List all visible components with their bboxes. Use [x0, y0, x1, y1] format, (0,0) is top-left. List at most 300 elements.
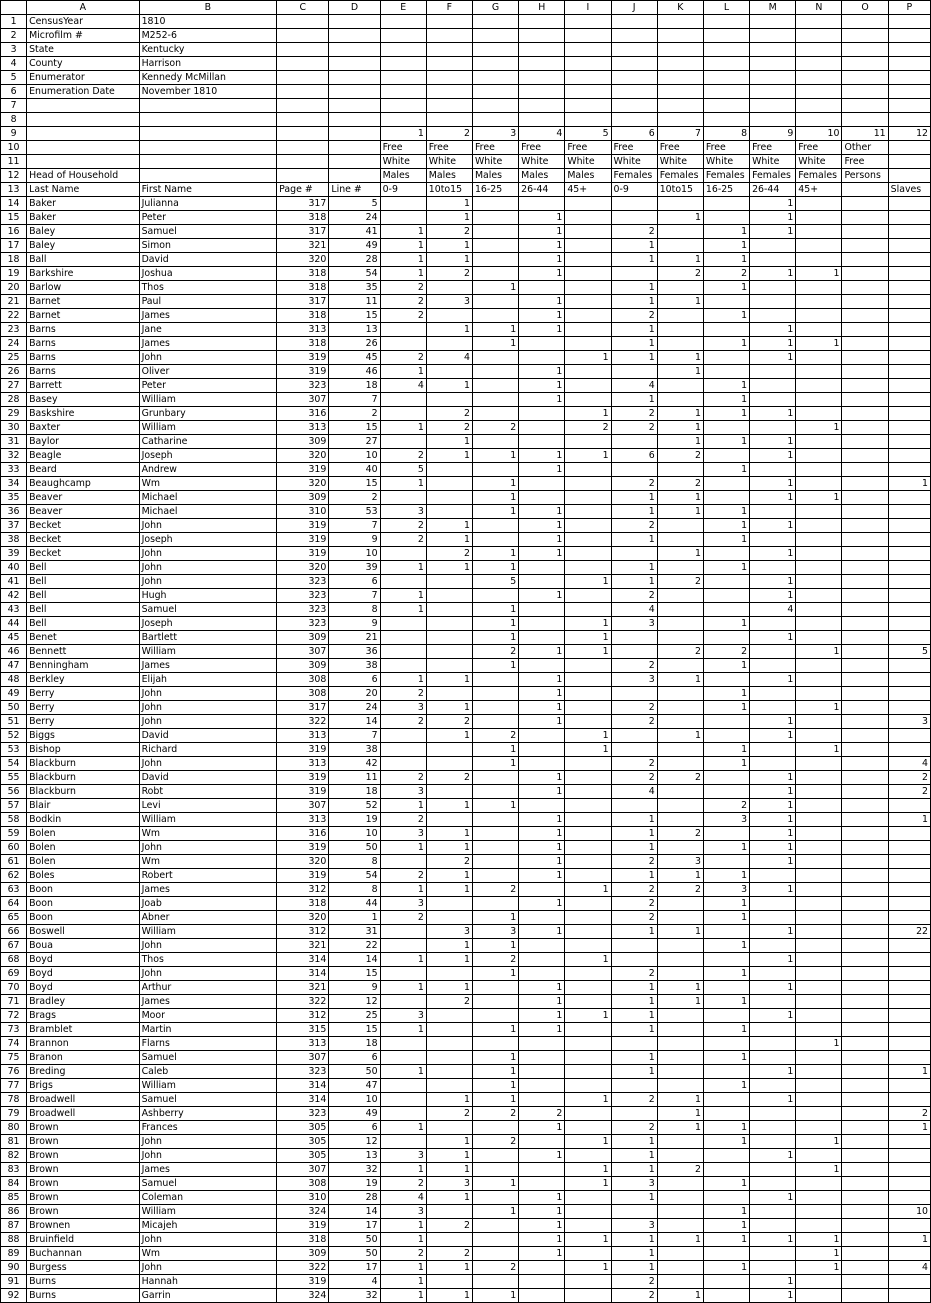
- cell-l[interactable]: [703, 15, 749, 29]
- cell-b[interactable]: Simon: [139, 239, 277, 253]
- cell-o[interactable]: [842, 631, 888, 645]
- cell-h[interactable]: [519, 631, 565, 645]
- cell-h[interactable]: 1: [519, 687, 565, 701]
- cell-n[interactable]: [796, 1205, 842, 1219]
- cell-d[interactable]: 19: [329, 813, 380, 827]
- cell-l[interactable]: 1: [703, 1261, 749, 1275]
- cell-e[interactable]: 1: [380, 673, 426, 687]
- cell-f[interactable]: [426, 1121, 472, 1135]
- cell-k[interactable]: 1: [657, 211, 703, 225]
- cell-b[interactable]: Garrin: [139, 1289, 277, 1303]
- cell-l[interactable]: [703, 855, 749, 869]
- cell-f[interactable]: [426, 743, 472, 757]
- cell-d[interactable]: 15: [329, 477, 380, 491]
- cell-b[interactable]: James: [139, 995, 277, 1009]
- cell-j[interactable]: [611, 687, 657, 701]
- cell-i[interactable]: [565, 267, 611, 281]
- cell-h[interactable]: 1: [519, 785, 565, 799]
- cell-o[interactable]: [842, 309, 888, 323]
- cell-g[interactable]: 1: [472, 603, 518, 617]
- cell-e[interactable]: 3: [380, 827, 426, 841]
- cell-i[interactable]: 1: [565, 883, 611, 897]
- cell-m[interactable]: [750, 85, 796, 99]
- cell-c[interactable]: 319: [277, 365, 329, 379]
- cell-l[interactable]: 1: [703, 393, 749, 407]
- cell-p[interactable]: [888, 799, 930, 813]
- cell-a[interactable]: Ball: [27, 253, 139, 267]
- cell-a[interactable]: Bell: [27, 589, 139, 603]
- cell-p[interactable]: [888, 897, 930, 911]
- cell-g[interactable]: [472, 267, 518, 281]
- cell-p[interactable]: [888, 267, 930, 281]
- cell-d[interactable]: 28: [329, 253, 380, 267]
- cell-e[interactable]: [380, 939, 426, 953]
- cell-e[interactable]: [380, 1107, 426, 1121]
- cell-l[interactable]: 1: [703, 967, 749, 981]
- cell-e[interactable]: [380, 407, 426, 421]
- cell-g[interactable]: [472, 309, 518, 323]
- cell-b[interactable]: Michael: [139, 505, 277, 519]
- cell-e[interactable]: [380, 1079, 426, 1093]
- cell-g[interactable]: 1: [472, 449, 518, 463]
- cell-p[interactable]: [888, 1093, 930, 1107]
- cell-c[interactable]: 323: [277, 379, 329, 393]
- cell-b[interactable]: John: [139, 547, 277, 561]
- cell-n[interactable]: [796, 351, 842, 365]
- cell-m[interactable]: 1: [750, 771, 796, 785]
- cell-k[interactable]: [657, 1051, 703, 1065]
- cell-l[interactable]: White: [703, 155, 749, 169]
- cell-b[interactable]: John: [139, 757, 277, 771]
- cell-n[interactable]: 1: [796, 421, 842, 435]
- cell-h[interactable]: 1: [519, 253, 565, 267]
- cell-j[interactable]: 1: [611, 1163, 657, 1177]
- cell-j[interactable]: [611, 43, 657, 57]
- cell-f[interactable]: 1: [426, 197, 472, 211]
- cell-d[interactable]: 15: [329, 421, 380, 435]
- column-header-i[interactable]: I: [565, 1, 611, 15]
- row-header[interactable]: 92: [1, 1289, 27, 1303]
- cell-m[interactable]: [750, 1037, 796, 1051]
- cell-p[interactable]: [888, 1079, 930, 1093]
- cell-n[interactable]: [796, 379, 842, 393]
- cell-p[interactable]: [888, 1163, 930, 1177]
- row-header[interactable]: 57: [1, 799, 27, 813]
- row-header[interactable]: 16: [1, 225, 27, 239]
- cell-i[interactable]: [565, 1121, 611, 1135]
- cell-i[interactable]: [565, 925, 611, 939]
- column-header-j[interactable]: J: [611, 1, 657, 15]
- row-header[interactable]: 43: [1, 603, 27, 617]
- cell-m[interactable]: 1: [750, 211, 796, 225]
- cell-d[interactable]: 17: [329, 1219, 380, 1233]
- row-header[interactable]: 14: [1, 197, 27, 211]
- cell-c[interactable]: 316: [277, 407, 329, 421]
- cell-m[interactable]: [750, 1247, 796, 1261]
- cell-d[interactable]: 14: [329, 715, 380, 729]
- row-header[interactable]: 88: [1, 1233, 27, 1247]
- cell-i[interactable]: [565, 1079, 611, 1093]
- cell-d[interactable]: 35: [329, 281, 380, 295]
- cell-c[interactable]: [277, 155, 329, 169]
- cell-l[interactable]: [703, 1163, 749, 1177]
- cell-a[interactable]: Burns: [27, 1275, 139, 1289]
- cell-j[interactable]: 2: [611, 883, 657, 897]
- cell-i[interactable]: [565, 71, 611, 85]
- cell-m[interactable]: [750, 505, 796, 519]
- cell-h[interactable]: 1: [519, 505, 565, 519]
- row-header[interactable]: 83: [1, 1163, 27, 1177]
- cell-m[interactable]: Free: [750, 141, 796, 155]
- cell-c[interactable]: 322: [277, 1261, 329, 1275]
- cell-m[interactable]: [750, 967, 796, 981]
- cell-m[interactable]: [750, 309, 796, 323]
- cell-a[interactable]: Baxter: [27, 421, 139, 435]
- cell-b[interactable]: Hugh: [139, 589, 277, 603]
- cell-a[interactable]: Baley: [27, 225, 139, 239]
- cell-k[interactable]: [657, 1037, 703, 1051]
- cell-i[interactable]: Free: [565, 141, 611, 155]
- cell-i[interactable]: [565, 253, 611, 267]
- cell-k[interactable]: [657, 939, 703, 953]
- cell-g[interactable]: White: [472, 155, 518, 169]
- row-header[interactable]: 28: [1, 393, 27, 407]
- cell-k[interactable]: 1: [657, 253, 703, 267]
- cell-i[interactable]: [565, 239, 611, 253]
- cell-k[interactable]: [657, 1065, 703, 1079]
- cell-b[interactable]: Wm: [139, 827, 277, 841]
- row-header[interactable]: 22: [1, 309, 27, 323]
- cell-i[interactable]: 1: [565, 1261, 611, 1275]
- cell-a[interactable]: Barnet: [27, 309, 139, 323]
- cell-k[interactable]: 3: [657, 855, 703, 869]
- cell-i[interactable]: [565, 603, 611, 617]
- cell-m[interactable]: [750, 1205, 796, 1219]
- cell-b[interactable]: Michael: [139, 491, 277, 505]
- cell-n[interactable]: [796, 449, 842, 463]
- cell-m[interactable]: [750, 659, 796, 673]
- cell-e[interactable]: 3: [380, 505, 426, 519]
- cell-g[interactable]: [472, 813, 518, 827]
- cell-b[interactable]: Joseph: [139, 617, 277, 631]
- cell-h[interactable]: 1: [519, 715, 565, 729]
- cell-i[interactable]: White: [565, 155, 611, 169]
- cell-o[interactable]: [842, 1121, 888, 1135]
- cell-a[interactable]: Brigs: [27, 1079, 139, 1093]
- cell-g[interactable]: [472, 1233, 518, 1247]
- cell-c[interactable]: 305: [277, 1121, 329, 1135]
- cell-p[interactable]: [888, 995, 930, 1009]
- cell-n[interactable]: [796, 603, 842, 617]
- cell-n[interactable]: [796, 631, 842, 645]
- cell-m[interactable]: 1: [750, 1191, 796, 1205]
- cell-j[interactable]: 2: [611, 477, 657, 491]
- cell-p[interactable]: [888, 225, 930, 239]
- cell-b[interactable]: Andrew: [139, 463, 277, 477]
- cell-d[interactable]: 21: [329, 631, 380, 645]
- cell-p[interactable]: [888, 323, 930, 337]
- cell-f[interactable]: 1: [426, 701, 472, 715]
- cell-k[interactable]: [657, 813, 703, 827]
- cell-m[interactable]: [750, 253, 796, 267]
- cell-a[interactable]: Basey: [27, 393, 139, 407]
- cell-a[interactable]: Enumeration Date: [27, 85, 139, 99]
- cell-n[interactable]: [796, 57, 842, 71]
- cell-m[interactable]: [750, 757, 796, 771]
- cell-b[interactable]: William: [139, 1205, 277, 1219]
- cell-h[interactable]: [519, 1261, 565, 1275]
- cell-g[interactable]: 1: [472, 617, 518, 631]
- cell-k[interactable]: 1: [657, 421, 703, 435]
- cell-i[interactable]: 1: [565, 1093, 611, 1107]
- cell-c[interactable]: 324: [277, 1289, 329, 1303]
- cell-i[interactable]: 2: [565, 421, 611, 435]
- cell-f[interactable]: [426, 99, 472, 113]
- cell-j[interactable]: [611, 631, 657, 645]
- cell-a[interactable]: Berry: [27, 701, 139, 715]
- cell-l[interactable]: [703, 85, 749, 99]
- row-header[interactable]: 77: [1, 1079, 27, 1093]
- cell-b[interactable]: John: [139, 575, 277, 589]
- cell-j[interactable]: 1: [611, 925, 657, 939]
- cell-p[interactable]: [888, 351, 930, 365]
- cell-l[interactable]: [703, 295, 749, 309]
- cell-p[interactable]: 2: [888, 771, 930, 785]
- cell-d[interactable]: 27: [329, 435, 380, 449]
- cell-o[interactable]: [842, 337, 888, 351]
- cell-g[interactable]: 2: [472, 1107, 518, 1121]
- cell-k[interactable]: [657, 911, 703, 925]
- cell-g[interactable]: 2: [472, 883, 518, 897]
- cell-n[interactable]: [796, 99, 842, 113]
- cell-h[interactable]: 1: [519, 547, 565, 561]
- cell-a[interactable]: State: [27, 43, 139, 57]
- cell-k[interactable]: [657, 1009, 703, 1023]
- cell-i[interactable]: 5: [565, 127, 611, 141]
- cell-m[interactable]: 1: [750, 351, 796, 365]
- cell-m[interactable]: 1: [750, 953, 796, 967]
- cell-a[interactable]: Boles: [27, 869, 139, 883]
- row-header[interactable]: 63: [1, 883, 27, 897]
- cell-m[interactable]: 1: [750, 477, 796, 491]
- cell-d[interactable]: 24: [329, 701, 380, 715]
- cell-i[interactable]: [565, 491, 611, 505]
- cell-f[interactable]: [426, 309, 472, 323]
- cell-j[interactable]: White: [611, 155, 657, 169]
- cell-g[interactable]: 1: [472, 505, 518, 519]
- cell-k[interactable]: [657, 463, 703, 477]
- cell-n[interactable]: [796, 323, 842, 337]
- cell-i[interactable]: [565, 813, 611, 827]
- cell-f[interactable]: 2: [426, 267, 472, 281]
- cell-j[interactable]: 2: [611, 771, 657, 785]
- cell-a[interactable]: Bolen: [27, 841, 139, 855]
- cell-f[interactable]: [426, 757, 472, 771]
- cell-o[interactable]: [842, 939, 888, 953]
- cell-f[interactable]: [426, 687, 472, 701]
- cell-a[interactable]: Blackburn: [27, 771, 139, 785]
- cell-b[interactable]: [139, 141, 277, 155]
- cell-l[interactable]: 1: [703, 1205, 749, 1219]
- cell-n[interactable]: [796, 295, 842, 309]
- row-header[interactable]: 53: [1, 743, 27, 757]
- row-header[interactable]: 49: [1, 687, 27, 701]
- cell-p[interactable]: [888, 253, 930, 267]
- cell-m[interactable]: 1: [750, 1065, 796, 1079]
- cell-i[interactable]: [565, 85, 611, 99]
- cell-n[interactable]: [796, 589, 842, 603]
- cell-h[interactable]: [519, 337, 565, 351]
- cell-h[interactable]: 1: [519, 897, 565, 911]
- cell-e[interactable]: 1: [380, 1121, 426, 1135]
- row-header[interactable]: 80: [1, 1121, 27, 1135]
- cell-m[interactable]: [750, 29, 796, 43]
- cell-b[interactable]: James: [139, 883, 277, 897]
- cell-b[interactable]: Robert: [139, 869, 277, 883]
- cell-c[interactable]: 323: [277, 589, 329, 603]
- cell-d[interactable]: 28: [329, 1191, 380, 1205]
- cell-e[interactable]: 2: [380, 911, 426, 925]
- cell-e[interactable]: 1: [380, 799, 426, 813]
- cell-f[interactable]: 1: [426, 253, 472, 267]
- cell-a[interactable]: Beaver: [27, 505, 139, 519]
- cell-k[interactable]: 2: [657, 771, 703, 785]
- cell-h[interactable]: [519, 939, 565, 953]
- cell-c[interactable]: 317: [277, 197, 329, 211]
- cell-b[interactable]: David: [139, 729, 277, 743]
- cell-p[interactable]: [888, 463, 930, 477]
- cell-e[interactable]: 3: [380, 1149, 426, 1163]
- cell-n[interactable]: [796, 575, 842, 589]
- cell-b[interactable]: James: [139, 309, 277, 323]
- cell-d[interactable]: 13: [329, 323, 380, 337]
- cell-g[interactable]: [472, 197, 518, 211]
- cell-b[interactable]: Hannah: [139, 1275, 277, 1289]
- cell-i[interactable]: [565, 211, 611, 225]
- cell-o[interactable]: [842, 1037, 888, 1051]
- cell-n[interactable]: [796, 85, 842, 99]
- cell-h[interactable]: 1: [519, 673, 565, 687]
- cell-f[interactable]: 4: [426, 351, 472, 365]
- cell-h[interactable]: 1: [519, 813, 565, 827]
- cell-o[interactable]: [842, 981, 888, 995]
- cell-i[interactable]: [565, 1149, 611, 1163]
- cell-o[interactable]: [842, 505, 888, 519]
- cell-o[interactable]: [842, 57, 888, 71]
- cell-d[interactable]: [329, 127, 380, 141]
- cell-p[interactable]: [888, 617, 930, 631]
- cell-p[interactable]: [888, 855, 930, 869]
- cell-o[interactable]: [842, 883, 888, 897]
- cell-f[interactable]: 1: [426, 1149, 472, 1163]
- cell-a[interactable]: Brown: [27, 1205, 139, 1219]
- cell-c[interactable]: 316: [277, 827, 329, 841]
- row-header[interactable]: 48: [1, 673, 27, 687]
- cell-h[interactable]: [519, 71, 565, 85]
- cell-h[interactable]: 1: [519, 981, 565, 995]
- cell-p[interactable]: [888, 99, 930, 113]
- row-header[interactable]: 23: [1, 323, 27, 337]
- cell-a[interactable]: Branon: [27, 1051, 139, 1065]
- cell-l[interactable]: 1: [703, 407, 749, 421]
- cell-f[interactable]: [426, 1023, 472, 1037]
- row-header[interactable]: 52: [1, 729, 27, 743]
- cell-a[interactable]: Brown: [27, 1191, 139, 1205]
- cell-d[interactable]: 7: [329, 393, 380, 407]
- cell-o[interactable]: [842, 1065, 888, 1079]
- cell-d[interactable]: 40: [329, 463, 380, 477]
- cell-e[interactable]: [380, 757, 426, 771]
- cell-n[interactable]: [796, 407, 842, 421]
- cell-m[interactable]: [750, 1261, 796, 1275]
- cell-i[interactable]: [565, 463, 611, 477]
- cell-h[interactable]: 1: [519, 519, 565, 533]
- row-header[interactable]: 13: [1, 183, 27, 197]
- cell-f[interactable]: [426, 463, 472, 477]
- cell-l[interactable]: [703, 99, 749, 113]
- cell-k[interactable]: [657, 841, 703, 855]
- cell-e[interactable]: 1: [380, 239, 426, 253]
- cell-o[interactable]: [842, 771, 888, 785]
- cell-c[interactable]: [277, 85, 329, 99]
- cell-b[interactable]: John: [139, 1135, 277, 1149]
- cell-m[interactable]: [750, 869, 796, 883]
- row-header[interactable]: 36: [1, 505, 27, 519]
- cell-c[interactable]: 305: [277, 1149, 329, 1163]
- cell-n[interactable]: [796, 1219, 842, 1233]
- cell-l[interactable]: [703, 351, 749, 365]
- cell-p[interactable]: [888, 659, 930, 673]
- cell-e[interactable]: [380, 99, 426, 113]
- cell-a[interactable]: Becket: [27, 519, 139, 533]
- cell-k[interactable]: [657, 533, 703, 547]
- cell-g[interactable]: 1: [472, 1289, 518, 1303]
- cell-n[interactable]: [796, 197, 842, 211]
- cell-d[interactable]: 19: [329, 1177, 380, 1191]
- cell-p[interactable]: [888, 197, 930, 211]
- cell-g[interactable]: 1: [472, 659, 518, 673]
- column-header-g[interactable]: G: [472, 1, 518, 15]
- cell-n[interactable]: [796, 687, 842, 701]
- cell-m[interactable]: [750, 1163, 796, 1177]
- cell-m[interactable]: 1: [750, 785, 796, 799]
- cell-m[interactable]: 1: [750, 813, 796, 827]
- cell-o[interactable]: [842, 407, 888, 421]
- cell-a[interactable]: Broadwell: [27, 1093, 139, 1107]
- cell-k[interactable]: Females: [657, 169, 703, 183]
- cell-b[interactable]: Catharine: [139, 435, 277, 449]
- row-header[interactable]: 31: [1, 435, 27, 449]
- cell-m[interactable]: 1: [750, 575, 796, 589]
- cell-e[interactable]: 2: [380, 813, 426, 827]
- cell-p[interactable]: [888, 631, 930, 645]
- cell-m[interactable]: 1: [750, 267, 796, 281]
- cell-b[interactable]: Peter: [139, 379, 277, 393]
- cell-c[interactable]: [277, 99, 329, 113]
- cell-j[interactable]: 1: [611, 827, 657, 841]
- cell-o[interactable]: [842, 1163, 888, 1177]
- row-header[interactable]: 1: [1, 15, 27, 29]
- cell-b[interactable]: Coleman: [139, 1191, 277, 1205]
- cell-b[interactable]: Samuel: [139, 1051, 277, 1065]
- cell-d[interactable]: 36: [329, 645, 380, 659]
- cell-e[interactable]: 1: [380, 365, 426, 379]
- cell-l[interactable]: [703, 1289, 749, 1303]
- cell-l[interactable]: [703, 211, 749, 225]
- cell-f[interactable]: 2: [426, 407, 472, 421]
- cell-j[interactable]: [611, 953, 657, 967]
- cell-a[interactable]: Bruinfield: [27, 1233, 139, 1247]
